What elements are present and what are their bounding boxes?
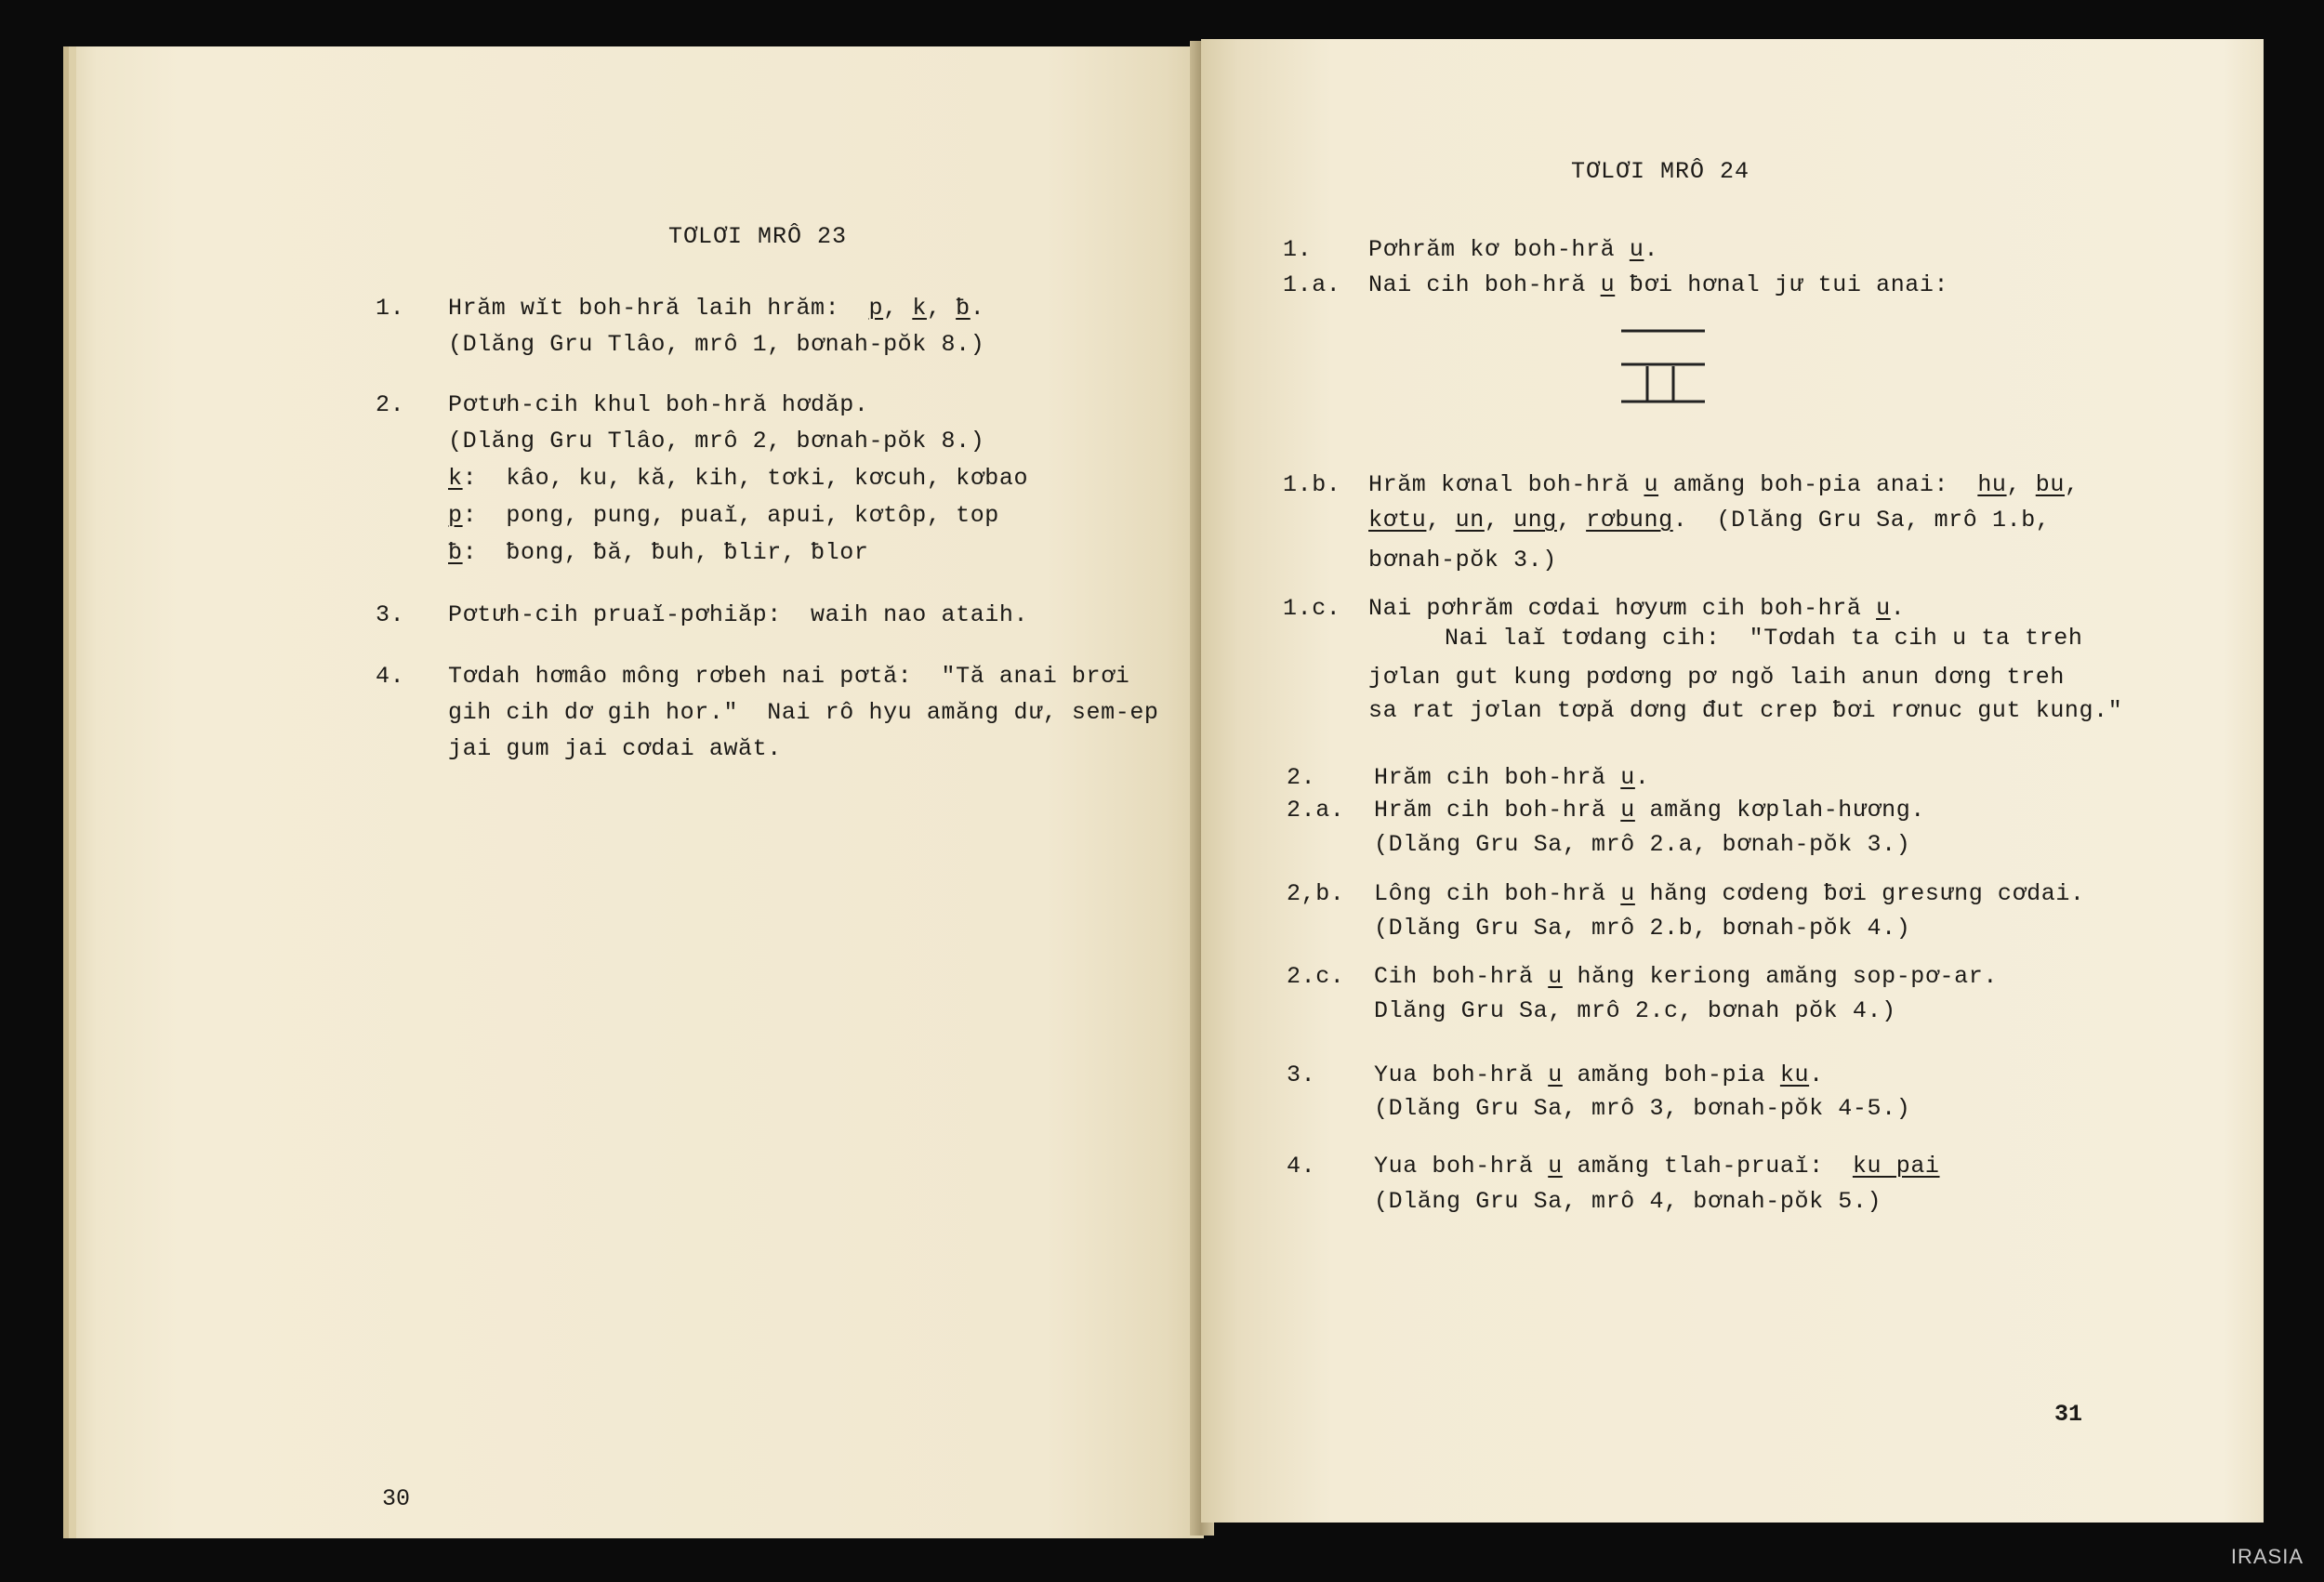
left-item-4-number: 4. bbox=[376, 663, 405, 690]
right-item-1b-line-3: bơnah-pŏk 3.) bbox=[1368, 547, 1557, 573]
left-item-4-line-3: jai gum jai cơdai awăt. bbox=[448, 735, 782, 762]
right-item-2a-text: Hrăm cih boh-hră u amăng kơplah-hương. bbox=[1374, 797, 1925, 824]
right-item-2-number: 2. bbox=[1287, 764, 1316, 791]
left-item-1-text: Hrăm wĭt boh-hră laih hrăm: p, k, ƀ. bbox=[448, 295, 985, 322]
right-item-2c-reference: Dlăng Gru Sa, mrô 2.c, bơnah pŏk 4.) bbox=[1374, 997, 1896, 1024]
left-item-2-number: 2. bbox=[376, 391, 405, 418]
right-item-2c-text: Cih boh-hră u hăng keriong amăng sop-pơ-ar. bbox=[1374, 963, 1998, 990]
right-page-title: TƠLƠI MRÔ 24 bbox=[1571, 158, 1750, 185]
right-item-2a-number: 2.a. bbox=[1287, 797, 1345, 824]
left-item-3-text: Pơtưh-cih pruaĭ-pơhiăp: waih nao ataih. bbox=[448, 601, 1029, 628]
right-item-3-reference: (Dlăng Gru Sa, mrô 3, bơnah-pŏk 4-5.) bbox=[1374, 1095, 1911, 1122]
left-item-4-line-1: Tơdah hơmâo mông rơbeh nai pơtă: "Tă anai brơi bbox=[448, 663, 1130, 690]
right-item-2b-text: Lông cih boh-hră u hăng cơdeng ƀơi gresưng cơdai. bbox=[1374, 880, 2085, 907]
watermark: IRASIA bbox=[2230, 1545, 2304, 1568]
right-item-1-text: Pơhrăm kơ boh-hră u. bbox=[1368, 236, 1659, 263]
left-k-examples: k: kâo, ku, kă, kih, tơki, kơcuh, kơbao bbox=[448, 465, 1029, 492]
right-item-4-reference: (Dlăng Gru Sa, mrô 4, bơnah-pŏk 5.) bbox=[1374, 1188, 1882, 1215]
right-item-3-text: Yua boh-hră u amăng boh-pia ku. bbox=[1374, 1061, 1824, 1088]
right-item-1b-number: 1.b. bbox=[1283, 471, 1341, 498]
left-item-2-reference: (Dlăng Gru Tlâo, mrô 2, bơnah-pŏk 8.) bbox=[448, 428, 985, 455]
right-item-2a-reference: (Dlăng Gru Sa, mrô 2.a, bơnah-pŏk 3.) bbox=[1374, 831, 1911, 858]
left-b-examples: ƀ: ƀong, ƀă, ƀuh, ƀlir, ƀlor bbox=[448, 539, 869, 566]
right-item-2b-number: 2,b. bbox=[1287, 880, 1345, 907]
right-page-number: 31 bbox=[2054, 1401, 2083, 1428]
right-item-2c-number: 2.c. bbox=[1287, 963, 1345, 990]
left-p-examples: p: pong, pung, puaĭ, apui, kơtôp, top bbox=[448, 502, 999, 529]
right-item-4-number: 4. bbox=[1287, 1153, 1316, 1180]
right-item-2-text: Hrăm cih boh-hră u. bbox=[1374, 764, 1650, 791]
right-item-1b-line-1: Hrăm kơnal boh-hră u amăng boh-pia anai: hu, bu, bbox=[1368, 471, 2080, 498]
right-item-1a-text: Nai cih boh-hră u ƀơi hơnal jư tui anai: bbox=[1368, 271, 1949, 298]
right-item-1c-line-1: Nai pơhrăm cơdai hơyưm cih boh-hră u. bbox=[1368, 595, 1906, 622]
left-item-1-number: 1. bbox=[376, 295, 405, 322]
right-item-3-number: 3. bbox=[1287, 1061, 1316, 1088]
right-item-1c-line-3: jơlan gut kung pơdơng pơ ngŏ laih anun dơng treh bbox=[1368, 664, 2065, 691]
right-item-1c-number: 1.c. bbox=[1283, 595, 1341, 622]
right-item-1b-line-2: kơtu, un, ung, rơbung. (Dlăng Gru Sa, mrô 1.b, bbox=[1368, 507, 2051, 534]
left-item-1-reference: (Dlăng Gru Tlâo, mrô 1, bơnah-pŏk 8.) bbox=[448, 331, 985, 358]
letter-u-writing-guide bbox=[1621, 318, 1705, 411]
right-item-2b-reference: (Dlăng Gru Sa, mrô 2.b, bơnah-pŏk 4.) bbox=[1374, 915, 1911, 942]
left-item-3-number: 3. bbox=[376, 601, 405, 628]
right-item-1c-line-4: sa rat jơlan tơpă dơng đut crep ƀơi rơnuc gut kung." bbox=[1368, 697, 2123, 724]
left-page-title: TƠLƠI MRÔ 23 bbox=[668, 223, 848, 250]
right-page bbox=[1201, 39, 2264, 1523]
right-item-1-number: 1. bbox=[1283, 236, 1313, 263]
left-item-4-line-2: gih cih dơ gih hor." Nai rô hyu amăng dư, sem-ep bbox=[448, 699, 1159, 726]
right-item-1a-number: 1.a. bbox=[1283, 271, 1341, 298]
left-page-number: 30 bbox=[382, 1485, 411, 1512]
left-item-2-text: Pơtưh-cih khul boh-hră hơdăp. bbox=[448, 391, 869, 418]
left-page bbox=[63, 46, 1204, 1538]
right-item-1c-line-2: Nai laĭ tơdang cih: "Tơdah ta cih u ta treh bbox=[1445, 625, 2083, 652]
right-item-4-text: Yua boh-hră u amăng tlah-pruaĭ: ku pai bbox=[1374, 1153, 1940, 1180]
